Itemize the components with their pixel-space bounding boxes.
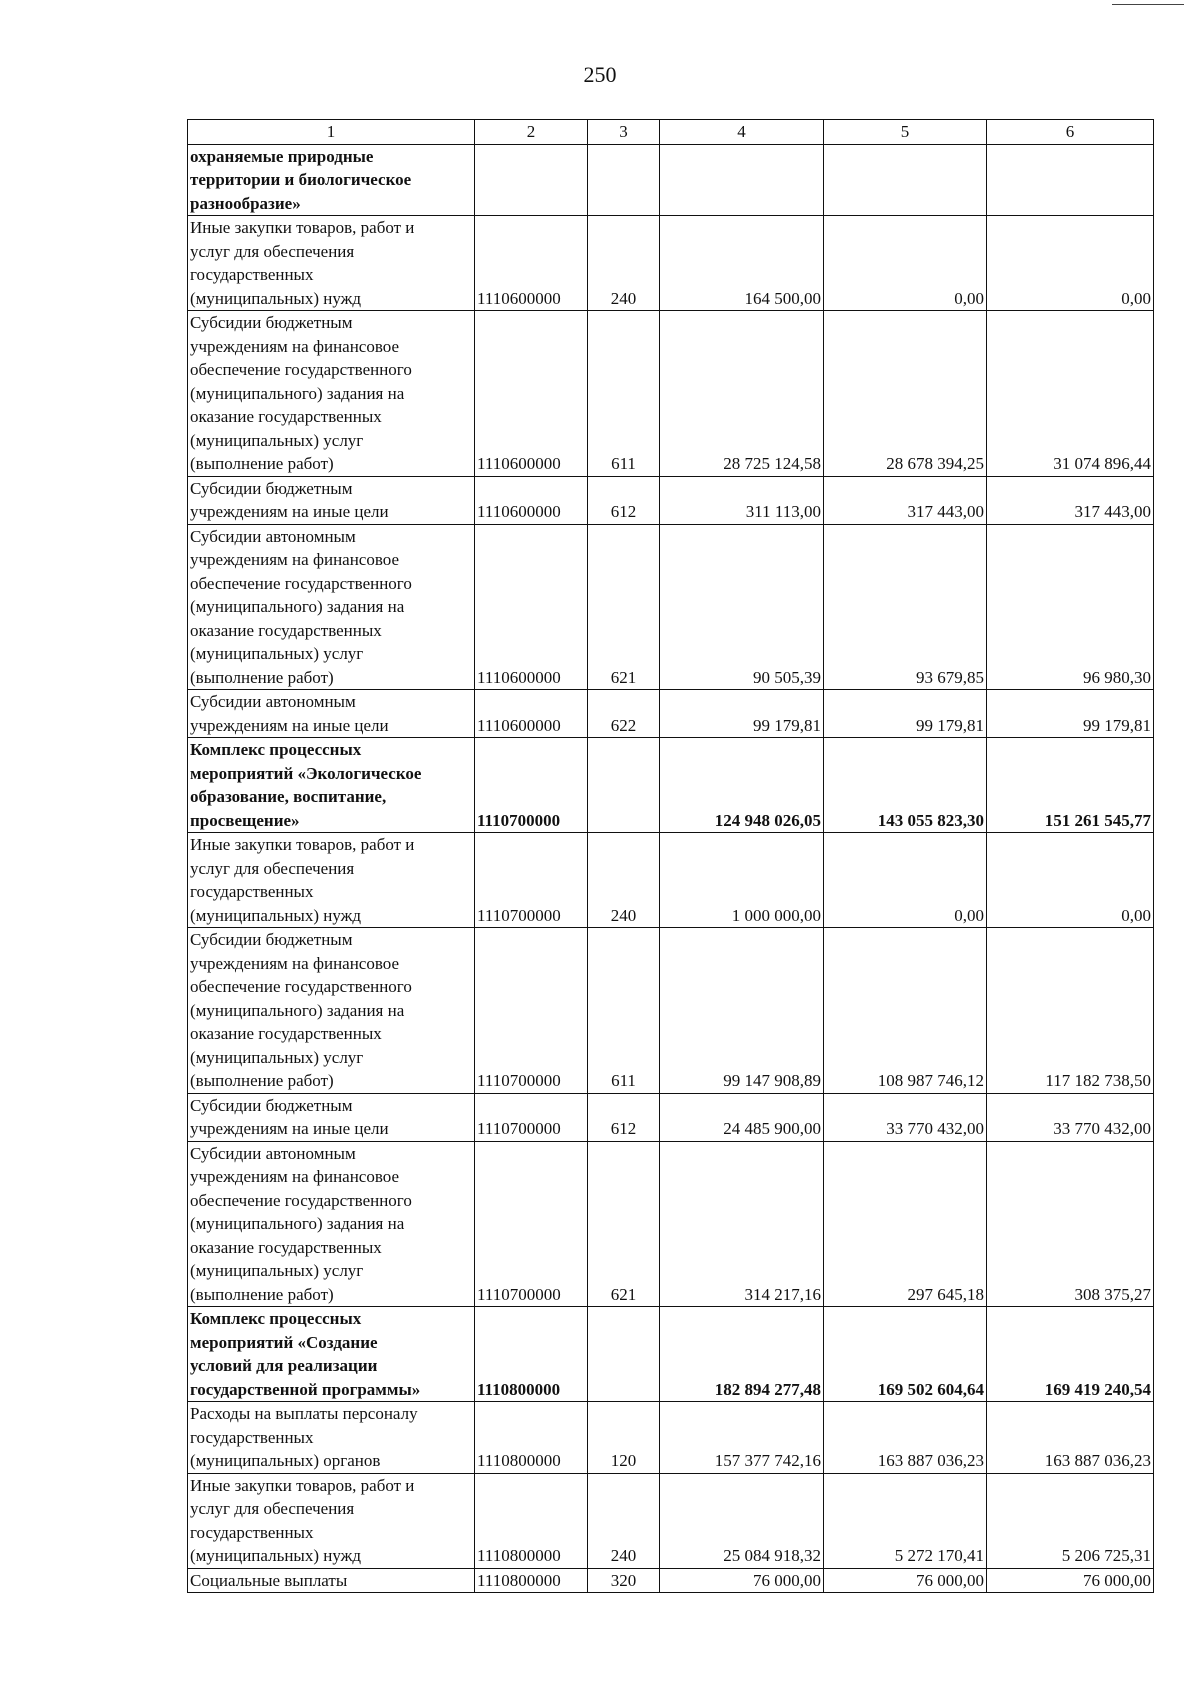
amount-year1-cell: 24 485 900,00 — [660, 1093, 824, 1141]
target-code-cell: 1110600000 — [475, 476, 588, 524]
amount-year1-cell: 99 147 908,89 — [660, 928, 824, 1094]
header-cell: 6 — [987, 120, 1154, 145]
header-cell: 3 — [588, 120, 660, 145]
row-name-line: оказание государственных — [190, 620, 382, 640]
table-row — [188, 690, 1154, 738]
amount-year3-cell: 96 980,30 — [987, 524, 1154, 690]
row-name-line: (муниципальных) нужд — [190, 288, 362, 308]
target-code-cell: 1110700000 — [475, 1141, 588, 1307]
amount-year3-cell: 0,00 — [987, 833, 1154, 928]
amount-year2-cell: 297 645,18 — [824, 1141, 987, 1307]
amount-year3-cell: 151 261 545,77 — [987, 738, 1154, 833]
row-name-line: образование, воспитание, — [190, 787, 387, 806]
target-code-cell: 1110800000 — [475, 1402, 588, 1474]
amount-year3-cell: 163 887 036,23 — [987, 1402, 1154, 1474]
row-name-cell — [188, 690, 475, 738]
table-row — [188, 524, 1154, 690]
amount-year2-cell: 93 679,85 — [824, 524, 987, 690]
row-name-line: учреждениям на иные цели — [190, 502, 389, 521]
amount-year1-cell: 157 377 742,16 — [660, 1402, 824, 1474]
expense-type-cell: 611 — [588, 311, 660, 477]
expense-type-cell: 622 — [588, 690, 660, 738]
row-name-line: (муниципального) задания на — [190, 1214, 405, 1233]
table-row — [188, 1402, 1154, 1474]
row-name-line: услуг для обеспечения — [190, 858, 355, 878]
expense-type-cell — [588, 1307, 660, 1402]
row-name-line: обеспечение государственного — [190, 1190, 412, 1210]
header-cell: 4 — [660, 120, 824, 145]
expense-type-cell: 240 — [588, 833, 660, 928]
row-name-line: территории и биологическое — [190, 170, 412, 189]
row-name-line: учреждениям на иные цели — [190, 1119, 389, 1138]
expense-type-cell: 320 — [588, 1568, 660, 1593]
amount-year3-cell: 5 206 725,31 — [987, 1473, 1154, 1568]
amount-year3-cell: 31 074 896,44 — [987, 311, 1154, 477]
row-name-cell — [188, 833, 475, 928]
table-row — [188, 928, 1154, 1094]
row-name-line: (муниципальных) нужд — [190, 1546, 362, 1565]
row-name-cell — [188, 524, 475, 690]
amount-year3-cell: 76 000,00 — [987, 1568, 1154, 1593]
amount-year2-cell: 0,00 — [824, 833, 987, 928]
row-name-line: условий для реализации — [190, 1356, 378, 1375]
row-name-cell — [188, 1141, 475, 1307]
row-name-line: (муниципальных) нужд — [190, 905, 362, 925]
target-code-cell: 1110600000 — [475, 311, 588, 477]
row-name-cell — [188, 738, 475, 833]
table-row — [188, 476, 1154, 524]
amount-year3-cell: 0,00 — [987, 216, 1154, 311]
amount-year1-cell: 28 725 124,58 — [660, 311, 824, 477]
expense-type-cell: 240 — [588, 1473, 660, 1568]
table-row — [188, 833, 1154, 928]
table-row — [188, 216, 1154, 311]
amount-year3-cell: 308 375,27 — [987, 1141, 1154, 1307]
row-name-cell — [188, 144, 475, 216]
amount-year1-cell: 1 000 000,00 — [660, 833, 824, 928]
row-name-line: Субсидии автономным — [190, 1143, 356, 1163]
expense-type-cell: 621 — [588, 1141, 660, 1307]
row-name-line: Субсидии бюджетным — [190, 930, 353, 949]
row-name-cell — [188, 1307, 475, 1402]
amount-year3-cell — [987, 144, 1154, 216]
row-name-line: просвещение» — [190, 810, 300, 830]
amount-year1-cell: 182 894 277,48 — [660, 1307, 824, 1402]
row-name-cell — [188, 1473, 475, 1568]
amount-year2-cell: 0,00 — [824, 216, 987, 311]
row-name-line: обеспечение государственного — [190, 573, 412, 593]
expense-type-cell: 611 — [588, 928, 660, 1094]
target-code-cell: 1110600000 — [475, 690, 588, 738]
amount-year2-cell: 317 443,00 — [824, 476, 987, 524]
row-name-line: (муниципальных) органов — [190, 1451, 381, 1470]
row-name-line: оказание государственных — [190, 1024, 382, 1043]
amount-year2-cell: 5 272 170,41 — [824, 1473, 987, 1568]
amount-year3-cell: 317 443,00 — [987, 476, 1154, 524]
amount-year1-cell: 25 084 918,32 — [660, 1473, 824, 1568]
row-name-line: учреждениям на иные цели — [190, 715, 389, 735]
row-name-cell — [188, 1402, 475, 1474]
row-name-line: Социальные выплаты — [190, 1570, 348, 1590]
row-name-line: Субсидии бюджетным — [190, 478, 353, 498]
row-name-line: Иные закупки товаров, работ и — [190, 835, 415, 854]
row-name-line: (муниципальных) услуг — [190, 430, 364, 450]
target-code-cell: 1110600000 — [475, 524, 588, 690]
row-name-line: государственных — [190, 1427, 314, 1447]
row-name-cell — [188, 1568, 475, 1593]
row-name-line: государственных — [190, 265, 314, 284]
row-name-line: учреждениям на финансовое — [190, 336, 400, 356]
amount-year2-cell: 108 987 746,12 — [824, 928, 987, 1094]
row-name-line: охраняемые природные — [190, 146, 374, 166]
row-name-line: (муниципальных) услуг — [190, 644, 364, 663]
amount-year2-cell: 99 179,81 — [824, 690, 987, 738]
row-name-line: государственных — [190, 882, 314, 901]
row-name-line: учреждениям на финансовое — [190, 550, 400, 569]
row-name-line: обеспечение государственного — [190, 360, 412, 379]
row-name-line: Комплекс процессных — [190, 740, 362, 759]
row-name-cell — [188, 311, 475, 477]
row-name-line: государственных — [190, 1522, 314, 1542]
target-code-cell: 1110800000 — [475, 1307, 588, 1402]
amount-year1-cell: 76 000,00 — [660, 1568, 824, 1593]
amount-year2-cell: 33 770 432,00 — [824, 1093, 987, 1141]
header-cell: 2 — [475, 120, 588, 145]
expense-type-cell — [588, 144, 660, 216]
target-code-cell: 1110700000 — [475, 1093, 588, 1141]
row-name-line: Субсидии бюджетным — [190, 313, 353, 332]
amount-year1-cell: 311 113,00 — [660, 476, 824, 524]
row-name-cell — [188, 1093, 475, 1141]
expense-type-cell: 240 — [588, 216, 660, 311]
scan-edge-mark — [1112, 4, 1184, 5]
amount-year2-cell: 76 000,00 — [824, 1568, 987, 1593]
row-name-line: Субсидии бюджетным — [190, 1095, 353, 1115]
expense-type-cell: 612 — [588, 1093, 660, 1141]
row-name-line: (выполнение работ) — [190, 1071, 334, 1090]
row-name-cell — [188, 476, 475, 524]
table-row — [188, 1093, 1154, 1141]
target-code-cell: 1110800000 — [475, 1473, 588, 1568]
target-code-cell: 1110600000 — [475, 216, 588, 311]
amount-year3-cell: 169 419 240,54 — [987, 1307, 1154, 1402]
row-name-line: Комплекс процессных — [190, 1309, 362, 1328]
amount-year2-cell: 169 502 604,64 — [824, 1307, 987, 1402]
row-name-line: обеспечение государственного — [190, 977, 412, 996]
amount-year2-cell: 143 055 823,30 — [824, 738, 987, 833]
row-name-line: (муниципального) задания на — [190, 597, 405, 616]
target-code-cell: 1110800000 — [475, 1568, 588, 1593]
amount-year3-cell: 99 179,81 — [987, 690, 1154, 738]
row-name-line: оказание государственных — [190, 1237, 382, 1257]
row-name-line: учреждениям на финансовое — [190, 953, 400, 973]
table-row — [188, 1568, 1154, 1593]
row-name-line: Субсидии автономным — [190, 692, 356, 711]
row-name-line: (муниципальных) услуг — [190, 1261, 364, 1280]
table-header-row — [188, 120, 1154, 145]
amount-year2-cell — [824, 144, 987, 216]
budget-table — [187, 119, 1154, 1593]
target-code-cell: 1110700000 — [475, 833, 588, 928]
row-name-line: мероприятий «Экологическое — [190, 763, 422, 783]
row-name-line: (муниципального) задания на — [190, 1000, 405, 1020]
table-row — [188, 738, 1154, 833]
row-name-line: (выполнение работ) — [190, 667, 334, 687]
header-cell: 5 — [824, 120, 987, 145]
row-name-line: оказание государственных — [190, 407, 382, 426]
row-name-line: услуг для обеспечения — [190, 241, 355, 261]
table-row — [188, 1141, 1154, 1307]
amount-year3-cell: 117 182 738,50 — [987, 928, 1154, 1094]
row-name-cell — [188, 216, 475, 311]
expense-type-cell: 621 — [588, 524, 660, 690]
target-code-cell: 1110700000 — [475, 928, 588, 1094]
amount-year1-cell: 164 500,00 — [660, 216, 824, 311]
row-name-line: Расходы на выплаты персоналу — [190, 1404, 418, 1423]
expense-type-cell: 612 — [588, 476, 660, 524]
row-name-line: (муниципального) задания на — [190, 383, 405, 403]
row-name-line: разнообразие» — [190, 193, 301, 213]
amount-year2-cell: 163 887 036,23 — [824, 1402, 987, 1474]
expense-type-cell — [588, 738, 660, 833]
amount-year1-cell — [660, 144, 824, 216]
amount-year1-cell: 99 179,81 — [660, 690, 824, 738]
target-code-cell — [475, 144, 588, 216]
table-row — [188, 1307, 1154, 1402]
amount-year2-cell: 28 678 394,25 — [824, 311, 987, 477]
row-name-line: (выполнение работ) — [190, 1284, 334, 1304]
expense-type-cell: 120 — [588, 1402, 660, 1474]
row-name-line: (выполнение работ) — [190, 454, 334, 473]
header-cell: 1 — [188, 120, 475, 145]
row-name-cell — [188, 928, 475, 1094]
page-number: 250 — [583, 62, 617, 87]
row-name-line: Субсидии автономным — [190, 526, 356, 546]
table-row — [188, 1473, 1154, 1568]
table-row — [188, 311, 1154, 477]
row-name-line: Иные закупки товаров, работ и — [190, 218, 415, 237]
amount-year1-cell: 124 948 026,05 — [660, 738, 824, 833]
amount-year1-cell: 314 217,16 — [660, 1141, 824, 1307]
row-name-line: Иные закупки товаров, работ и — [190, 1475, 415, 1495]
row-name-line: (муниципальных) услуг — [190, 1047, 364, 1067]
row-name-line: государственной программы» — [190, 1379, 421, 1399]
row-name-line: мероприятий «Создание — [190, 1332, 378, 1352]
amount-year3-cell: 33 770 432,00 — [987, 1093, 1154, 1141]
row-name-line: услуг для обеспечения — [190, 1499, 355, 1518]
table-row — [188, 144, 1154, 216]
table-body — [188, 144, 1154, 1593]
row-name-line: учреждениям на финансовое — [190, 1167, 400, 1186]
target-code-cell: 1110700000 — [475, 738, 588, 833]
amount-year1-cell: 90 505,39 — [660, 524, 824, 690]
